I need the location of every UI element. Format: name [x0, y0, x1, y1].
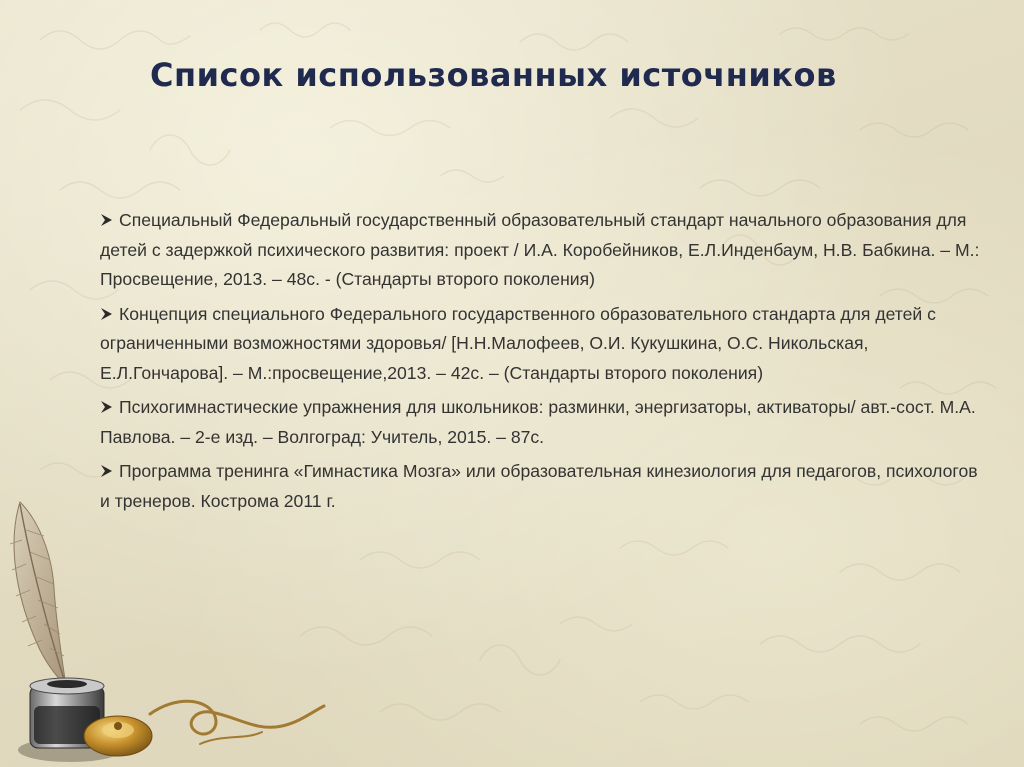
arrow-bullet-icon — [100, 400, 113, 414]
source-item-text: Психогимнастические упражнения для школьников: разминки, энергизаторы, активаторы/ авт.-сост. М.А. Павлова. – 2-е изд. – Волгоград: Учитель, 2015. – 87с. — [100, 397, 976, 447]
source-item-text: Специальный Федеральный государственный образовательный стандарт начального образования для детей с задержкой психического развития: проект / И.А. Коробейников, Е.Л.Инденбаум, Н.В. Бабкина. – М.: Просвещение, 2013. – 48с. - (Стандарты второго поколения) — [100, 210, 980, 289]
arrow-bullet-icon — [100, 213, 113, 227]
source-item-text: Концепция специального Федерального государственного образовательного стандарта для детей с ограниченными возможностями здоровья/ [Н.Н.Малофеев, О.И. Кукушкина, О.С. Никольская, Е.Л.Гончарова]. – М.:просвещение,2013. – 42с. – (Стандарты второго поколения) — [100, 303, 936, 383]
source-item-text: Программа тренинга «Гимнастика Мозга» или образовательная кинезиология для педагогов, психологов и тренеров. Кострома 2011 г. — [100, 461, 978, 511]
flourish-icon — [150, 701, 324, 744]
source-item — [100, 300, 980, 389]
quill-inkwell-decoration — [0, 500, 340, 767]
arrow-bullet-icon — [100, 464, 113, 478]
arrow-bullet-icon — [100, 307, 113, 321]
slide-title: Список использованных источников — [150, 56, 837, 94]
quill-icon — [10, 502, 68, 692]
source-item — [100, 393, 980, 452]
source-item — [100, 206, 980, 295]
sources-list — [100, 206, 980, 521]
brass-lid-icon — [84, 716, 152, 756]
